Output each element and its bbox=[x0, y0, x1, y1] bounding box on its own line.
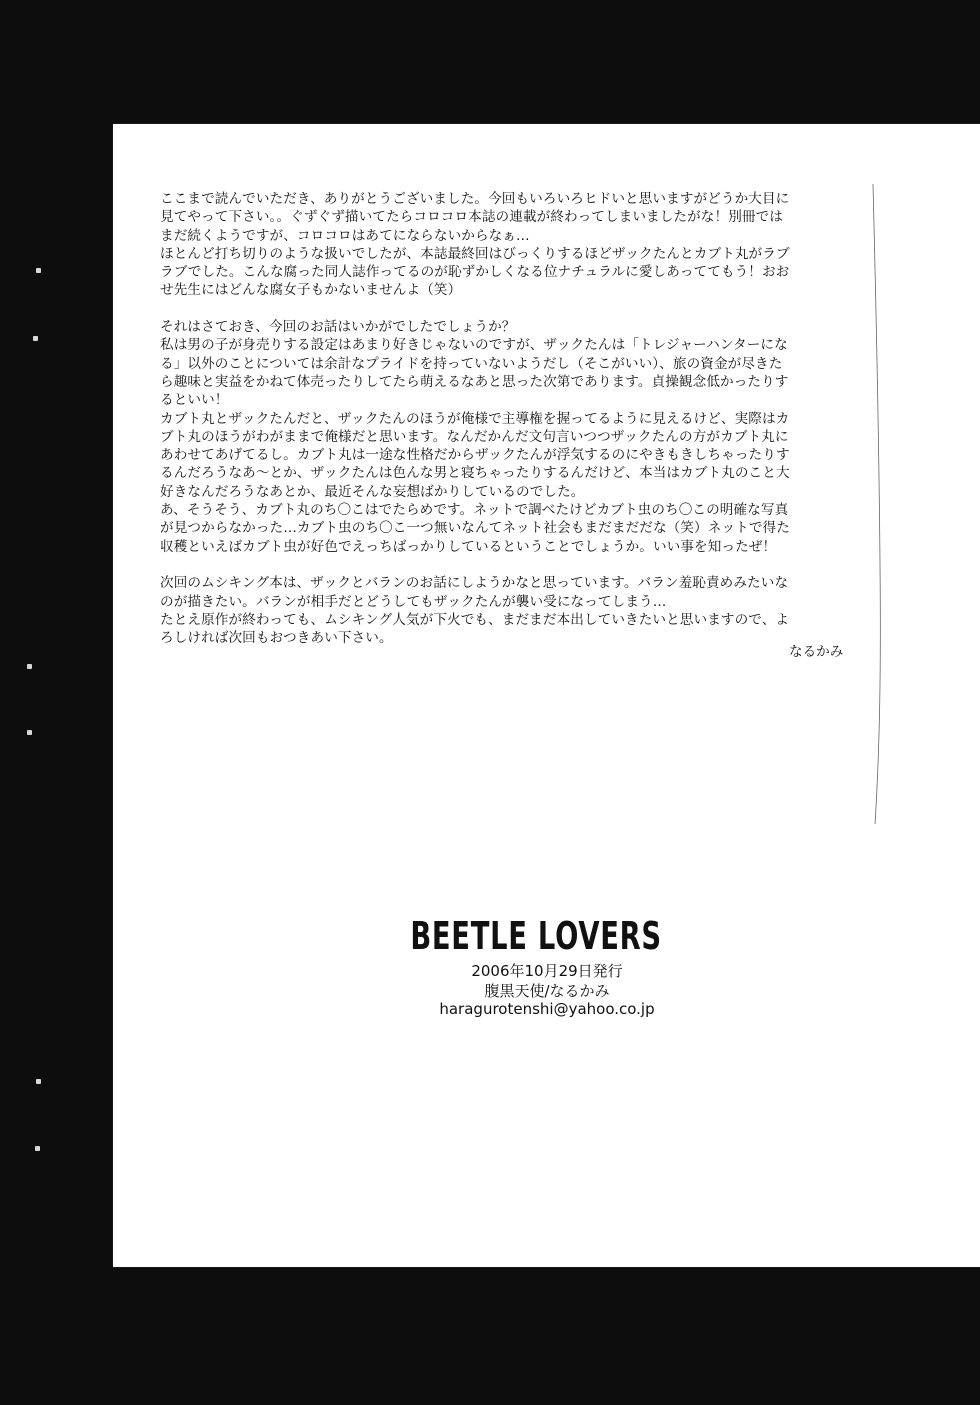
text-line: それはさておき、今回のお話はいかがでしたでしょうか？ bbox=[160, 319, 516, 336]
book-page bbox=[113, 124, 980, 1267]
text-line: あわせてあげてるし。カブト丸は一途な性格だからザックたんが浮気するのにやきもきしちゃったりす bbox=[160, 447, 790, 464]
afterword-paragraph bbox=[160, 574, 862, 647]
text-line: たとえ原作が終わっても、ムシキング人気が下火でも、まだまだ本出していきたいと思いますので、よ bbox=[160, 611, 790, 628]
binder-hole-mark bbox=[35, 1146, 40, 1151]
contact-email: haragurotenshi@yahoo.co.jp bbox=[439, 1000, 655, 1018]
text-line: カブト丸とザックたんだと、ザックたんのほうが俺様で主導権を握ってるように見えるけど、実際はカ bbox=[160, 410, 790, 427]
text-line: 見てやって下さい。。ぐずぐず描いてたらコロコロ本誌の連載が終わってしまいましたがな！別冊では bbox=[160, 209, 783, 226]
text-line: ほとんど打ち切りのような扱いでしたが、本誌最終回はびっくりするほどザックたんとカブト丸がラブ bbox=[160, 245, 790, 262]
text-line: あ、そうそう、カブト丸のち〇こはでたらめです。ネットで調べたけどカブト虫のち〇この明確な写真 bbox=[160, 502, 789, 519]
text-line: ラブでした。こんな腐った同人誌作ってるのが恥ずかしくなる位ナチュラルに愛しあっててもう！おお bbox=[160, 264, 790, 281]
text-line: まだ続くようですが、コロコロはあてにならないからなぁ… bbox=[160, 227, 530, 244]
text-line: る」以外のことについては余計なプライドを持っていないようだし（そこがいい）、旅の資金が尽きた bbox=[160, 355, 783, 372]
afterword-paragraph bbox=[160, 318, 862, 556]
circle-author: 腹黒天使/なるかみ bbox=[484, 982, 610, 1000]
text-line: るといい！ bbox=[160, 392, 229, 409]
text-line: 次回のムシキング本は、ザックとバランのお話にしようかなと思っています。バラン羞恥責めみたいな bbox=[160, 575, 789, 592]
text-line: ら趣味と実益をかねて体売ったりしてたら萌えるなあと思った次第であります。貞操観念低かったりす bbox=[160, 373, 789, 390]
binder-hole-mark bbox=[27, 664, 32, 669]
text-line: が見つからなかった…カブト虫のち〇こ一つ無いなんてネット社会もまだまだだな（笑）ネットで得た bbox=[160, 520, 790, 537]
binder-hole-mark bbox=[33, 336, 38, 341]
binder-hole-mark bbox=[27, 730, 32, 735]
text-line: ろしければ次回もおつきあい下さい。 bbox=[160, 630, 393, 647]
text-line: せ先生にはどんな腐女子もかないませんよ（笑） bbox=[160, 282, 462, 299]
text-line: のが描きたい。バランが相手だとどうしてもザックたんが襲い受になってしまう… bbox=[160, 593, 667, 610]
publication-date: 2006年10月29日発行 bbox=[471, 962, 623, 980]
text-line: 好きなんだろうなあとか、最近そんな妄想ばかりしているのでした。 bbox=[160, 483, 585, 500]
afterword-text bbox=[160, 190, 862, 666]
binder-hole-mark bbox=[36, 268, 41, 273]
text-line: ここまで読んでいただき、ありがとうございました。今回もいろいろヒドいと思いますがどうか大目に bbox=[160, 191, 790, 207]
text-line: るんだろうなあ～とか、ザックたんは色んな男と寝ちゃったりするんだけど、本当はカブト丸のこと大 bbox=[160, 465, 790, 482]
text-line: ブト丸のほうがわがままで俺様だと思います。なんだかんだ文句言いつつザックたんの方がカブト丸に bbox=[160, 428, 789, 445]
afterword-paragraph bbox=[160, 190, 862, 300]
binder-hole-mark bbox=[36, 1079, 41, 1084]
author-signature: なるかみ bbox=[789, 644, 844, 660]
text-line: 私は男の子が身売りする設定はあまり好きじゃないのですが、ザックたんは「トレジャーハンターにな bbox=[160, 337, 788, 354]
book-title: BEETLE LOVERS bbox=[410, 914, 662, 958]
pen-margin-line bbox=[869, 184, 883, 824]
text-line: 収穫といえばカブト虫が好色でえっちばっかりしているということでしょうか。いい事を知ったぜ！ bbox=[160, 538, 777, 555]
